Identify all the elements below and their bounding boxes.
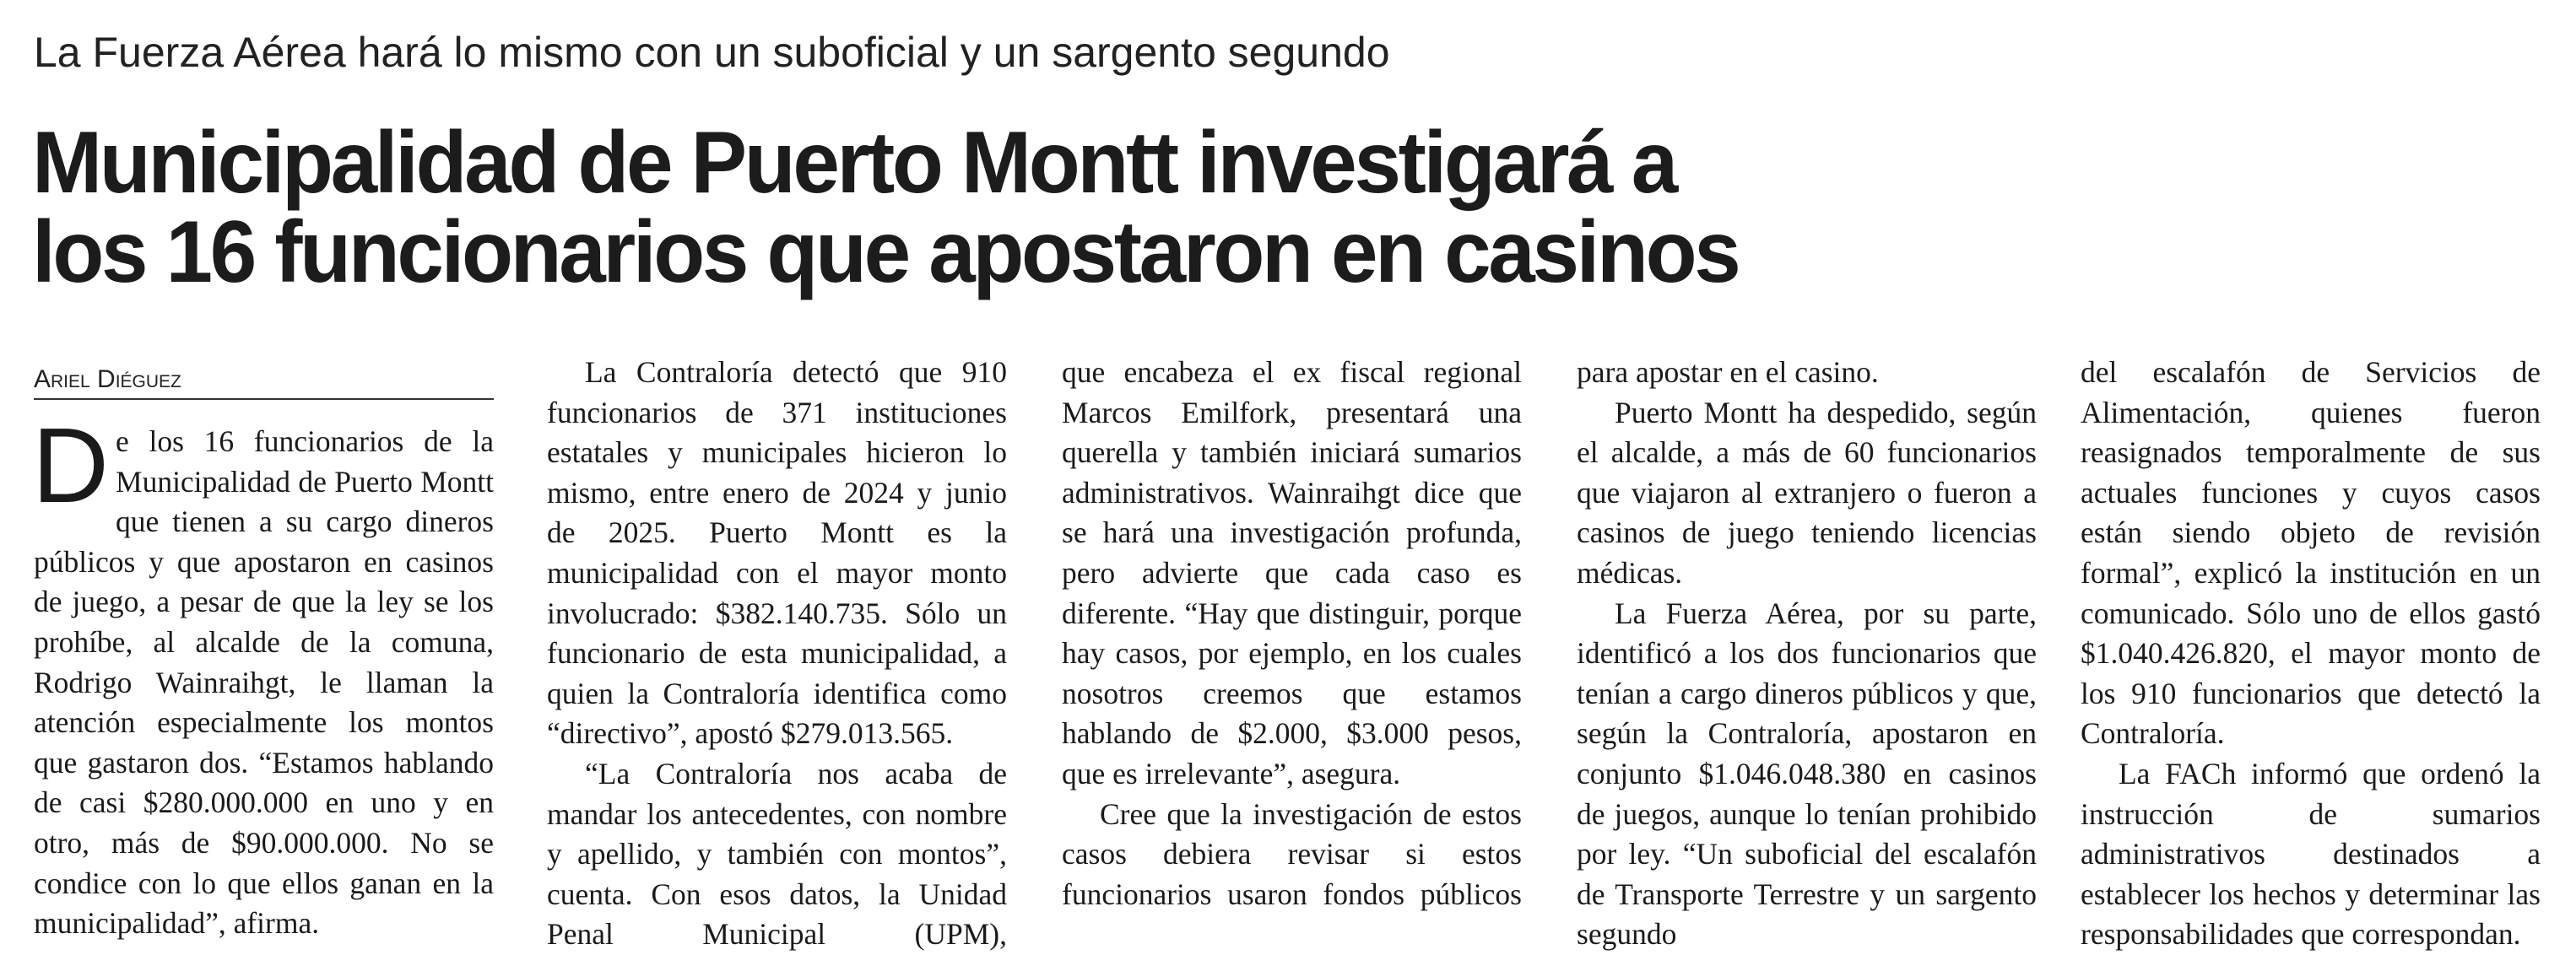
lead-paragraph [32,406,494,944]
lead-paragraph-text: e los 16 funcionarios de la Municipalidad de Puerto Montt que tienen a su cargo dineros públicos y que apostaron en casinos de juego, a pesar de que la ley se los prohíbe, al alcalde de la comuna, Rodrigo Wainraihgt, le llaman la atención especialmente los montos que gastaron dos. “Estamos hablando de casi $280.000.000 en uno y en otro, más de $90.000.000. No se condice con lo que ellos ganan en la municipalidad”, afirma. [34,424,494,941]
article-column-5 [2081,353,2541,955]
kicker-subheadline: La Fuerza Aérea hará lo mismo con un suboficial y un sargento segundo [34,29,1390,76]
headline [32,114,2431,301]
article-column-3 [1062,353,1522,915]
headline-line-1: Municipalidad de Puerto Montt investigará a [32,114,1675,212]
byline: Ariel Diéguez [34,363,494,400]
paragraph: La FACh informó que ordenó la instrucción de sumarios administrativos destinados a establecer los hechos y determinar las responsabilidades que correspondan. [2081,756,2541,952]
article-column-4 [1577,353,2037,955]
paragraph: La Fuerza Aérea, por su parte, identificó a los dos funcionarios que tenían a cargo dineros públicos y que, según la Contraloría, apostaron en conjunto $1.046.048.380 en casinos de juegos, aunque lo tenían prohibido por ley. “Un suboficial del escalafón de Transporte Terrestre y un sargento segundo [1577,596,2037,952]
headline-line-2: los 16 funcionarios que apostaron en casinos [32,203,1739,301]
paragraph: Cree que la investigación de estos casos debiera revisar si estos funcionarios usaron fondos públicos [1062,796,1522,911]
paragraph: Puerto Montt ha despedido, según el alcalde, a más de 60 funcionarios que viajaron al extranjero o fueron a casinos de juego teniendo licencias médicas. [1577,395,2037,590]
paragraph: “La Contraloría nos acaba de mandar los antecedentes, con nombre y apellido, y también con montos”, cuenta. Con esos datos, la Unidad Penal Municipal (UPM), [547,756,1007,952]
paragraph: que encabeza el ex fiscal regional Marcos Emilfork, presentará una querella y también iniciará sumarios administrativos. Wainraihgt dice que se hará una investigación profunda, pero advierte que cada caso es diferente. “Hay que distinguir, porque hay casos, por ejemplo, en los cuales nosotros creemos que estamos hablando de $2.000, $3.000 pesos, que es irrelevante”, asegura. [1062,355,1522,790]
article-column-2 [547,353,1007,955]
article-column-1 [32,406,494,944]
paragraph: para apostar en el casino. [1577,355,1879,389]
drop-cap: D [32,406,109,525]
paragraph: La Contraloría detectó que 910 funcionarios de 371 instituciones estatales y municipales hicieron lo mismo, entre enero de 2024 y junio de 2025. Puerto Montt es la municipalidad con el mayor monto involucrado: $382.140.735. Sólo un funcionario de esta municipalidad, a quien la Contraloría identifica como “directivo”, apostó $279.013.565. [547,355,1007,751]
paragraph: del escalafón de Servicios de Alimentación, quienes fueron reasignados temporalmente de sus actuales funciones y cuyos casos están siendo objeto de revisión formal”, explicó la institución en un comunicado. Sólo uno de ellos gastó $1.040.426.820, el mayor monto de los 910 funcionarios que detectó la Contraloría. [2081,355,2541,751]
